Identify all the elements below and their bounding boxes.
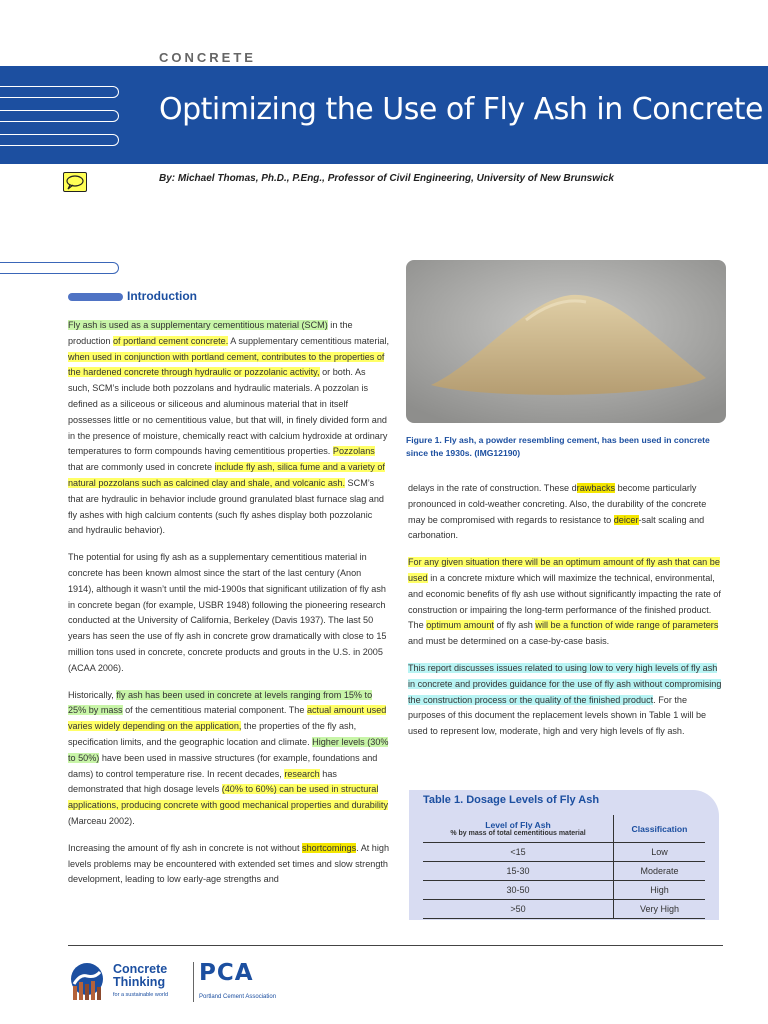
highlighted-text: Pozzolans (332, 446, 375, 457)
level-cell: <15 (423, 843, 614, 862)
figure-caption: Figure 1. Fly ash, a powder resembling cement, has been used in concrete since the 1930s. (IMG12190) (406, 435, 710, 458)
banner-decor-tab (0, 86, 119, 98)
text-run: in the production (68, 320, 353, 346)
text-run: The potential for using fly ash as a supplementary cementitious material in concrete has been known almost since the start of the last century (Anon 1914), although it wasn’t until the mid-1900s that significant utilization of fly ash in concrete began (for example, USBR 1948) following the pioneering research conducted at the University of California, Berkeley (Davis 1937). The last 50 years has seen the use of fly ash in concrete grow dramatically with close to 15 million tons used in concrete, concrete products and grouts in the U.S. in 2005 (ACAA 2006). (68, 552, 387, 673)
text-run: become particularly pronounced in cold-weather concreting. Also, the durability of the concrete may be compromised with regards to resistance to (408, 483, 707, 525)
highlighted-text: deicer (613, 514, 639, 525)
heading-bar (68, 293, 123, 301)
footer-rule (68, 945, 723, 946)
table-header-classification: Classification (631, 823, 688, 834)
highlighted-text: include fly ash, silica fume and a variety of natural pozzolans such as calcined clay and shale, and volcanic ash. (68, 462, 385, 488)
globe-logo-icon (68, 962, 106, 1002)
pca-logo: PCA (199, 960, 254, 986)
paragraph (68, 841, 389, 888)
section-heading-introduction (68, 289, 228, 305)
text-run: of the cementitious material component. The (122, 705, 307, 716)
highlighted-text: For any given situation there will be an optimum amount of fly ash that can be used (408, 557, 720, 583)
table-row (423, 862, 705, 881)
left-column (68, 318, 389, 899)
paragraph (408, 661, 722, 740)
text-run: the properties of the fly ash, specification limits, and the geographic location and climate. (68, 721, 357, 747)
text-run: have been used in massive structures (for example, foundations and dams) to control temperature rise. In recent decades, (68, 752, 378, 779)
classification-cell: Very High (614, 900, 706, 919)
paragraph (68, 318, 389, 539)
table-header-level (423, 815, 614, 843)
highlighted-text: Higher levels (30% to 50%) (68, 736, 389, 763)
text-run: Increasing the amount of fly ash in concrete is not without (68, 842, 303, 853)
classification-cell: Low (614, 843, 706, 862)
classification-cell: Moderate (614, 862, 706, 881)
text-run: A supplementary cementitious material, (228, 335, 389, 346)
logo-text-line1: Concrete (113, 962, 168, 976)
logo-divider (193, 962, 194, 1002)
text-run: SCM’s that are hydraulic in behavior include ground granulated blast furnace slag and fly ashes with high calcium contents (such fly ashes display both pozzolanic and hydraulic behavior). (68, 477, 384, 536)
table-row (423, 881, 705, 900)
text-run: (Marceau 2002). (68, 815, 135, 826)
level-cell: 30-50 (423, 881, 614, 900)
heading-text: Introduction (127, 289, 197, 303)
paragraph (408, 555, 722, 650)
highlighted-text: This report discusses issues related to using low to very high levels of fly ash in concrete and provides guidance for the use of fly ash without compromising the construction process or the quality of the finished product (408, 662, 722, 705)
highlighted-text: when used in conjunction with portland cement, contributes to the properties of the hardened concrete through hydraulic or pozzolanic activity, (68, 351, 385, 378)
text-run: . At high levels problems may be encountered with extended set times and slow strength development, leading to low early-age strengths and (68, 842, 390, 885)
highlighted-text: of portland cement concrete. (113, 335, 229, 346)
banner-decor-tab (0, 110, 119, 122)
text-run: -salt scaling and carbonation. (408, 514, 705, 541)
highlighted-text: fly ash has been used in concrete at levels ranging from 15% to 25% by mass (68, 689, 373, 716)
text-run: in a concrete mixture which will maximize the technical, environmental, and economic benefits of fly ash use without significantly impacting the rate of construction or impairing the long-term performance of the finished product. The (408, 572, 721, 631)
fly-ash-photo (406, 260, 726, 423)
text-run: Historically, (68, 689, 117, 700)
page-title: Optimizing the Use of Fly Ash in Concrete (159, 92, 763, 127)
pca-logo-subtitle: Portland Cement Association (199, 994, 277, 1000)
decor-tab (0, 262, 119, 274)
classification-cell: High (614, 881, 706, 900)
text-run: delays in the rate of construction. These d (408, 483, 577, 493)
highlighted-text: shortcomings (302, 842, 357, 853)
dosage-table (423, 815, 705, 919)
dosage-table-box (409, 790, 719, 920)
highlighted-text: will be a function of wide range of parameters (535, 620, 719, 631)
header-sublabel: % by mass of total cementitious material (450, 830, 586, 837)
highlighted-text: rawbacks (576, 483, 616, 493)
text-run: that are commonly used in concrete (68, 462, 215, 473)
paragraph (68, 688, 389, 830)
paragraph (68, 550, 389, 676)
table-title: Table 1. Dosage Levels of Fly Ash (423, 794, 600, 806)
highlighted-text: (40% to 60%) can be used in structural applications, producing concrete with good mechanical properties and durability (68, 784, 388, 811)
banner-decor-tab (0, 134, 119, 146)
text-run: and must be determined on a case-by-case basis. (408, 636, 610, 647)
table-row (423, 843, 705, 862)
author-byline: By: Michael Thomas, Ph.D., P.Eng., Professor of Civil Engineering, University of New Brunswick (159, 173, 614, 184)
right-column (408, 481, 722, 751)
text-run: has demonstrated that high dosage levels (68, 768, 337, 795)
level-cell: 15-30 (423, 862, 614, 881)
header-label: Level of Fly Ash (485, 820, 551, 830)
section-kicker: CONCRETE (159, 50, 256, 65)
level-cell: >50 (423, 900, 614, 919)
comment-note-icon[interactable] (63, 172, 87, 192)
logo-text-line2: Thinking (113, 975, 166, 989)
concrete-thinking-logo (68, 962, 198, 1006)
highlighted-text: Fly ash is used as a supplementary cementitious material (SCM) (68, 320, 328, 330)
text-run: . For the purposes of this document the replacement levels shown in Table 1 will be used to represent low, moderate, high and very high levels of fly ash. (408, 694, 707, 737)
highlighted-text: research (284, 768, 320, 779)
paragraph (408, 481, 722, 544)
highlighted-text: optimum amount (426, 620, 494, 631)
text-run: of fly ash (493, 620, 536, 631)
highlighted-text: actual amount used varies widely depending on the application, (68, 705, 387, 732)
table-row (423, 900, 705, 919)
text-run: or both. As such, SCM’s include both pozzolans and hydraulic materials. A pozzolan is defined as a siliceous or siliceous and aluminous material that in itself possesses little or no cementitious value, but that will, in finely divided form and in the presence of moisture, chemically react with calcium hydroxide at ordinary temperatures to form compounds having cementitious properties. (68, 367, 388, 457)
logo-tagline: for a sustainable world (113, 992, 169, 998)
